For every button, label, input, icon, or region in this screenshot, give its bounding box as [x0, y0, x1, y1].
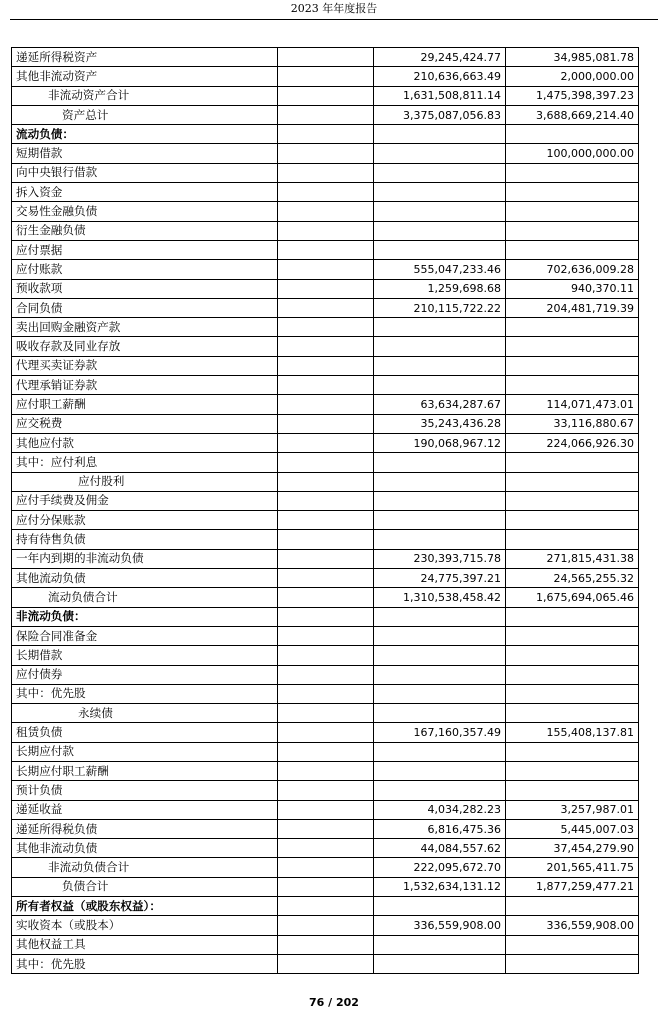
table-row [12, 67, 639, 86]
row-note [278, 646, 374, 665]
table-row [12, 472, 639, 491]
row-note [278, 414, 374, 433]
row-previous-value [506, 163, 639, 182]
row-current-value [374, 897, 506, 916]
row-previous-value [506, 781, 639, 800]
row-previous-value [506, 356, 639, 375]
row-label: 向中央银行借款 [12, 163, 278, 182]
row-previous-value: 34,985,081.78 [506, 48, 639, 67]
row-label: 卖出回购金融资产款 [12, 318, 278, 337]
row-previous-value: 1,877,259,477.21 [506, 877, 639, 896]
row-previous-value [506, 125, 639, 144]
row-label: 其他权益工具 [12, 935, 278, 954]
row-current-value: 190,068,967.12 [374, 433, 506, 452]
row-previous-value [506, 511, 639, 530]
row-current-value [374, 607, 506, 626]
row-note [278, 530, 374, 549]
row-note [278, 684, 374, 703]
row-label: 非流动负债合计 [12, 858, 278, 877]
row-previous-value: 33,116,880.67 [506, 414, 639, 433]
row-note [278, 819, 374, 838]
table-row [12, 221, 639, 240]
row-label: 预收款项 [12, 279, 278, 298]
table-row [12, 491, 639, 510]
row-previous-value [506, 742, 639, 761]
row-previous-value: 204,481,719.39 [506, 298, 639, 317]
row-label: 应付账款 [12, 260, 278, 279]
row-note [278, 453, 374, 472]
row-current-value: 167,160,357.49 [374, 723, 506, 742]
row-note [278, 858, 374, 877]
row-previous-value: 5,445,007.03 [506, 819, 639, 838]
row-note [278, 337, 374, 356]
row-label: 流动负债： [12, 125, 278, 144]
table-row [12, 279, 639, 298]
row-previous-value: 224,066,926.30 [506, 433, 639, 452]
row-previous-value: 2,000,000.00 [506, 67, 639, 86]
row-current-value: 1,532,634,131.12 [374, 877, 506, 896]
row-current-value [374, 318, 506, 337]
row-note [278, 356, 374, 375]
row-current-value [374, 472, 506, 491]
row-label: 衍生金融负债 [12, 221, 278, 240]
table-row [12, 414, 639, 433]
row-current-value [374, 144, 506, 163]
row-label: 流动负债合计 [12, 588, 278, 607]
row-note [278, 163, 374, 182]
table-row [12, 356, 639, 375]
row-previous-value: 24,565,255.32 [506, 569, 639, 588]
row-label: 应付债券 [12, 665, 278, 684]
row-previous-value [506, 626, 639, 645]
balance-sheet-body [12, 48, 639, 974]
row-current-value [374, 684, 506, 703]
table-row [12, 376, 639, 395]
row-previous-value [506, 935, 639, 954]
row-label: 负债合计 [12, 877, 278, 896]
row-note [278, 298, 374, 317]
row-current-value: 1,631,508,811.14 [374, 86, 506, 105]
table-row [12, 646, 639, 665]
row-previous-value [506, 684, 639, 703]
row-label: 合同负债 [12, 298, 278, 317]
row-previous-value: 100,000,000.00 [506, 144, 639, 163]
row-note [278, 549, 374, 568]
row-note [278, 954, 374, 973]
table-row [12, 877, 639, 896]
row-current-value [374, 530, 506, 549]
row-label: 短期借款 [12, 144, 278, 163]
row-current-value: 4,034,282.23 [374, 800, 506, 819]
row-label: 实收资本（或股本） [12, 916, 278, 935]
row-note [278, 800, 374, 819]
row-label: 吸收存款及同业存放 [12, 337, 278, 356]
row-label: 交易性金融负债 [12, 202, 278, 221]
row-current-value: 222,095,672.70 [374, 858, 506, 877]
table-row [12, 607, 639, 626]
row-label: 持有待售负债 [12, 530, 278, 549]
row-note [278, 395, 374, 414]
row-note [278, 723, 374, 742]
row-label: 非流动资产合计 [12, 86, 278, 105]
row-label: 应交税费 [12, 414, 278, 433]
row-note [278, 279, 374, 298]
table-row [12, 183, 639, 202]
page-number: 76 / 202 [309, 996, 359, 1009]
table-row [12, 858, 639, 877]
row-previous-value [506, 665, 639, 684]
row-current-value: 6,816,475.36 [374, 819, 506, 838]
table-row [12, 395, 639, 414]
table-row [12, 781, 639, 800]
row-previous-value: 271,815,431.38 [506, 549, 639, 568]
row-current-value: 63,634,287.67 [374, 395, 506, 414]
row-previous-value: 3,688,669,214.40 [506, 105, 639, 124]
table-row [12, 954, 639, 973]
table-row [12, 318, 639, 337]
table-row [12, 433, 639, 452]
row-note [278, 202, 374, 221]
row-label: 代理买卖证券款 [12, 356, 278, 375]
row-previous-value [506, 646, 639, 665]
row-current-value [374, 646, 506, 665]
table-row [12, 916, 639, 935]
row-note [278, 144, 374, 163]
row-note [278, 761, 374, 780]
row-label: 预计负债 [12, 781, 278, 800]
row-previous-value [506, 607, 639, 626]
page-footer [0, 996, 668, 1009]
row-note [278, 125, 374, 144]
table-row [12, 819, 639, 838]
row-label: 长期借款 [12, 646, 278, 665]
row-label: 应付手续费及佣金 [12, 491, 278, 510]
row-previous-value [506, 202, 639, 221]
row-label: 递延收益 [12, 800, 278, 819]
row-current-value [374, 337, 506, 356]
row-note [278, 221, 374, 240]
row-previous-value [506, 318, 639, 337]
balance-sheet-table [11, 47, 639, 974]
row-note [278, 569, 374, 588]
row-previous-value [506, 472, 639, 491]
row-current-value [374, 376, 506, 395]
table-row [12, 569, 639, 588]
row-label: 其中：优先股 [12, 684, 278, 703]
row-previous-value [506, 240, 639, 259]
row-label: 代理承销证券款 [12, 376, 278, 395]
row-current-value: 44,084,557.62 [374, 839, 506, 858]
row-note [278, 67, 374, 86]
row-current-value [374, 511, 506, 530]
row-label: 其他应付款 [12, 433, 278, 452]
row-current-value: 555,047,233.46 [374, 260, 506, 279]
row-label: 保险合同准备金 [12, 626, 278, 645]
row-current-value [374, 954, 506, 973]
report-title: 2023 年年度报告 [290, 2, 378, 15]
table-row [12, 839, 639, 858]
row-current-value [374, 163, 506, 182]
row-current-value: 210,115,722.22 [374, 298, 506, 317]
row-previous-value [506, 530, 639, 549]
row-current-value [374, 183, 506, 202]
row-previous-value: 1,675,694,065.46 [506, 588, 639, 607]
row-previous-value [506, 221, 639, 240]
row-current-value [374, 665, 506, 684]
row-previous-value: 1,475,398,397.23 [506, 86, 639, 105]
table-row [12, 897, 639, 916]
row-current-value: 29,245,424.77 [374, 48, 506, 67]
row-note [278, 472, 374, 491]
row-current-value [374, 202, 506, 221]
row-previous-value [506, 954, 639, 973]
row-note [278, 935, 374, 954]
table-row [12, 144, 639, 163]
table-row [12, 453, 639, 472]
row-note [278, 86, 374, 105]
table-row [12, 684, 639, 703]
row-label: 其中：优先股 [12, 954, 278, 973]
row-previous-value [506, 376, 639, 395]
row-current-value: 35,243,436.28 [374, 414, 506, 433]
row-previous-value [506, 183, 639, 202]
row-label: 递延所得税负债 [12, 819, 278, 838]
row-label: 所有者权益（或股东权益）： [12, 897, 278, 916]
table-row [12, 86, 639, 105]
row-current-value [374, 742, 506, 761]
row-note [278, 260, 374, 279]
row-current-value: 210,636,663.49 [374, 67, 506, 86]
row-label: 递延所得税资产 [12, 48, 278, 67]
row-label: 其他非流动负债 [12, 839, 278, 858]
row-label: 应付票据 [12, 240, 278, 259]
row-label: 其他非流动资产 [12, 67, 278, 86]
row-previous-value [506, 453, 639, 472]
row-previous-value: 336,559,908.00 [506, 916, 639, 935]
row-current-value: 24,775,397.21 [374, 569, 506, 588]
table-row [12, 48, 639, 67]
table-row [12, 723, 639, 742]
table-row [12, 761, 639, 780]
row-label: 长期应付款 [12, 742, 278, 761]
row-current-value: 1,310,538,458.42 [374, 588, 506, 607]
row-current-value: 230,393,715.78 [374, 549, 506, 568]
row-label: 拆入资金 [12, 183, 278, 202]
table-row [12, 202, 639, 221]
table-row [12, 935, 639, 954]
row-note [278, 626, 374, 645]
row-current-value [374, 125, 506, 144]
row-label: 应付职工薪酬 [12, 395, 278, 414]
row-previous-value: 702,636,009.28 [506, 260, 639, 279]
table-row [12, 704, 639, 723]
row-label: 应付分保账款 [12, 511, 278, 530]
row-previous-value [506, 897, 639, 916]
row-label: 永续债 [12, 704, 278, 723]
row-note [278, 183, 374, 202]
table-row [12, 530, 639, 549]
table-row [12, 511, 639, 530]
row-current-value [374, 626, 506, 645]
row-note [278, 318, 374, 337]
row-previous-value [506, 704, 639, 723]
table-row [12, 626, 639, 645]
row-label: 应付股利 [12, 472, 278, 491]
row-current-value [374, 761, 506, 780]
row-note [278, 48, 374, 67]
row-current-value: 1,259,698.68 [374, 279, 506, 298]
row-label: 长期应付职工薪酬 [12, 761, 278, 780]
row-current-value [374, 240, 506, 259]
row-note [278, 588, 374, 607]
row-label: 其中：应付利息 [12, 453, 278, 472]
row-note [278, 877, 374, 896]
row-current-value [374, 221, 506, 240]
row-current-value [374, 781, 506, 800]
table-row [12, 125, 639, 144]
table-row [12, 298, 639, 317]
row-label: 租赁负债 [12, 723, 278, 742]
row-note [278, 897, 374, 916]
row-previous-value: 155,408,137.81 [506, 723, 639, 742]
row-previous-value: 3,257,987.01 [506, 800, 639, 819]
row-label: 资产总计 [12, 105, 278, 124]
row-current-value: 336,559,908.00 [374, 916, 506, 935]
row-note [278, 742, 374, 761]
row-previous-value [506, 337, 639, 356]
table-row [12, 665, 639, 684]
row-label: 非流动负债： [12, 607, 278, 626]
row-note [278, 916, 374, 935]
table-row [12, 337, 639, 356]
row-note [278, 511, 374, 530]
table-row [12, 588, 639, 607]
row-current-value [374, 704, 506, 723]
row-note [278, 704, 374, 723]
row-previous-value [506, 761, 639, 780]
row-note [278, 240, 374, 259]
page-header [10, 0, 658, 20]
row-current-value [374, 935, 506, 954]
row-current-value: 3,375,087,056.83 [374, 105, 506, 124]
row-note [278, 781, 374, 800]
row-note [278, 665, 374, 684]
row-note [278, 376, 374, 395]
row-note [278, 491, 374, 510]
row-current-value [374, 491, 506, 510]
row-current-value [374, 356, 506, 375]
table-row [12, 105, 639, 124]
table-row [12, 800, 639, 819]
table-row [12, 742, 639, 761]
row-previous-value [506, 491, 639, 510]
row-note [278, 607, 374, 626]
table-row [12, 163, 639, 182]
row-note [278, 105, 374, 124]
row-note [278, 839, 374, 858]
row-current-value [374, 453, 506, 472]
row-previous-value: 114,071,473.01 [506, 395, 639, 414]
table-row [12, 240, 639, 259]
table-row [12, 260, 639, 279]
row-note [278, 433, 374, 452]
row-previous-value: 201,565,411.75 [506, 858, 639, 877]
table-row [12, 549, 639, 568]
row-previous-value: 940,370.11 [506, 279, 639, 298]
row-previous-value: 37,454,279.90 [506, 839, 639, 858]
row-label: 一年内到期的非流动负债 [12, 549, 278, 568]
row-label: 其他流动负债 [12, 569, 278, 588]
